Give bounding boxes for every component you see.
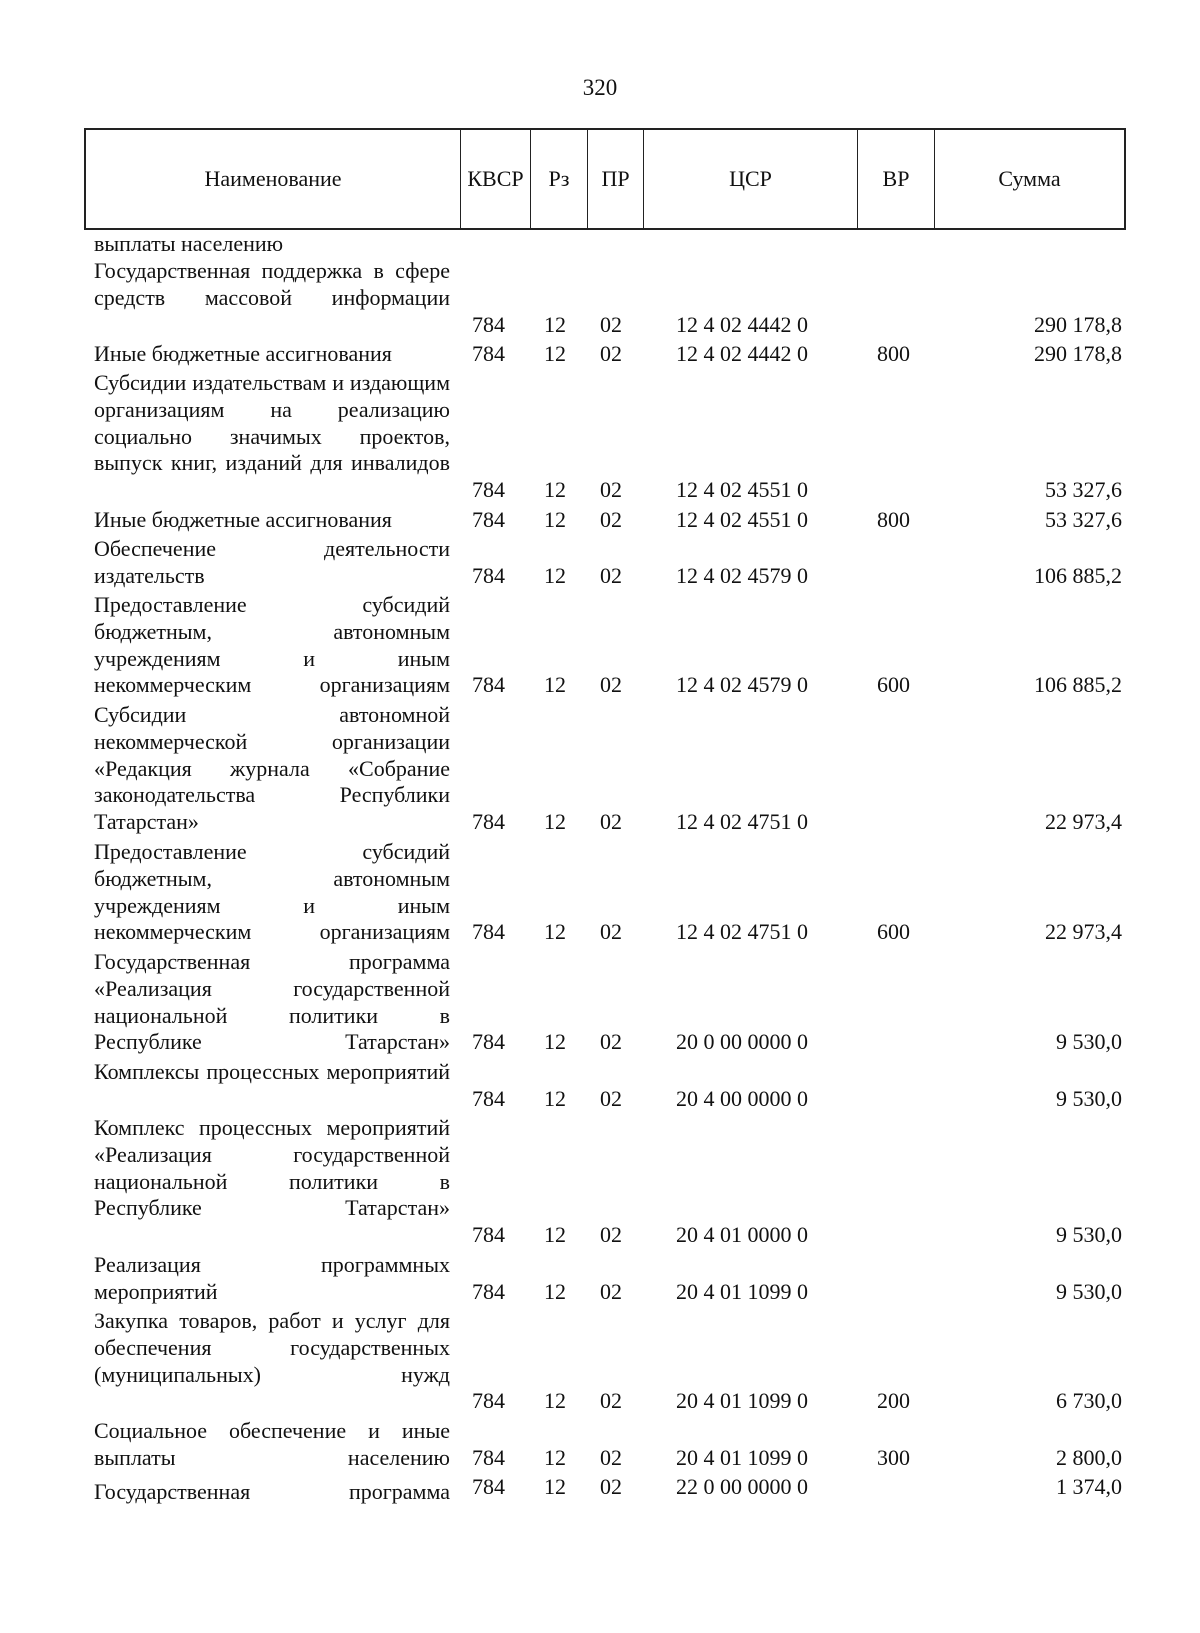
row-pr: 02: [600, 341, 622, 366]
row-name: Иные бюджетные ассигнования: [94, 341, 392, 366]
row-sum: 290 178,8: [1034, 311, 1122, 337]
row-rz: 12: [544, 809, 566, 835]
row-kvsr: 784: [472, 477, 505, 503]
row-kvsr: 784: [472, 1388, 505, 1414]
row-kvsr: 784: [472, 919, 505, 945]
row-pr: 02: [600, 311, 622, 337]
header-kvsr: КВСР: [460, 130, 530, 228]
row-sum: 106 885,2: [1034, 672, 1122, 698]
row-pr: 02: [600, 1278, 622, 1304]
row-pr: 02: [600, 672, 622, 698]
row-sum: 53 327,6: [1045, 507, 1122, 532]
row-sum: 106 885,2: [1034, 562, 1122, 588]
row-csr: 12 4 02 4579 0: [676, 672, 808, 698]
row-sum: 2 800,0: [1056, 1444, 1122, 1470]
header-vr: ВР: [857, 130, 934, 228]
row-kvsr: 784: [472, 311, 505, 337]
row-name: Предоставление субсидий бюджетным, автономным учреждениям и иным некоммерческим организациям: [94, 592, 450, 698]
row-vr: 300: [877, 1444, 910, 1470]
row-name: Закупка товаров, работ и услуг для обеспечения государственных (муниципальных) нужд: [94, 1308, 450, 1387]
row-name: Комплексы процессных мероприятий: [94, 1059, 450, 1084]
row-csr: 12 4 02 4551 0: [676, 507, 808, 532]
row-name: Обеспечение деятельности издательств: [94, 536, 450, 588]
row-pr: 02: [600, 1029, 622, 1055]
row-name: выплаты населению: [94, 231, 284, 256]
row-pr: 02: [600, 1085, 622, 1111]
row-pr: 02: [600, 507, 622, 532]
row-csr: 12 4 02 4751 0: [676, 809, 808, 835]
row-kvsr: 784: [472, 672, 505, 698]
row-name: Субсидии автономной некоммерческой организации «Редакция журнала «Собрание законодательства Республики Татарстан»: [94, 702, 450, 835]
row-csr: 20 4 01 1099 0: [676, 1388, 808, 1414]
page-number: 320: [582, 75, 618, 100]
row-rz: 12: [544, 919, 566, 945]
row-rz: 12: [544, 1085, 566, 1111]
row-pr: 02: [600, 477, 622, 503]
row-rz: 12: [544, 507, 566, 532]
row-sum: 6 730,0: [1056, 1388, 1122, 1414]
row-rz: 12: [544, 341, 566, 366]
row-pr: 02: [600, 1474, 622, 1499]
row-name: Субсидии издательствам и издающим организациям на реализацию социально значимых проектов, выпуск книг, изданий для инвалидов: [94, 370, 450, 476]
row-kvsr: 784: [472, 809, 505, 835]
row-name: Государственная программа «Реализация государственной национальной политики в Республике Татарстан»: [94, 949, 450, 1055]
row-kvsr: 784: [472, 1278, 505, 1304]
row-csr: 12 4 02 4442 0: [676, 341, 808, 366]
row-sum: 22 973,4: [1045, 809, 1122, 835]
row-sum: 53 327,6: [1045, 477, 1122, 503]
row-name: Комплекс процессных мероприятий «Реализация государственной национальной политики в Республике Татарстан»: [94, 1115, 450, 1221]
row-rz: 12: [544, 1388, 566, 1414]
row-rz: 12: [544, 311, 566, 337]
row-csr: 12 4 02 4442 0: [676, 311, 808, 337]
row-pr: 02: [600, 1444, 622, 1470]
row-vr: 600: [877, 919, 910, 945]
row-csr: 20 4 00 0000 0: [676, 1085, 808, 1111]
header-csr: ЦСР: [643, 130, 857, 228]
row-rz: 12: [544, 1029, 566, 1055]
row-csr: 22 0 00 0000 0: [676, 1474, 808, 1499]
row-sum: 9 530,0: [1056, 1085, 1122, 1111]
row-rz: 12: [544, 1222, 566, 1248]
row-csr: 20 0 00 0000 0: [676, 1029, 808, 1055]
row-name: Предоставление субсидий бюджетным, автономным учреждениям и иным некоммерческим организациям: [94, 839, 450, 945]
row-csr: 20 4 01 1099 0: [676, 1278, 808, 1304]
row-pr: 02: [600, 809, 622, 835]
row-kvsr: 784: [472, 1029, 505, 1055]
header-pr: ПР: [587, 130, 643, 228]
row-rz: 12: [544, 562, 566, 588]
row-kvsr: 784: [472, 507, 505, 532]
row-rz: 12: [544, 1444, 566, 1470]
row-kvsr: 784: [472, 341, 505, 366]
row-csr: 12 4 02 4751 0: [676, 919, 808, 945]
row-rz: 12: [544, 1474, 566, 1499]
row-pr: 02: [600, 1222, 622, 1248]
row-rz: 12: [544, 477, 566, 503]
row-sum: 9 530,0: [1056, 1222, 1122, 1248]
row-pr: 02: [600, 919, 622, 945]
row-rz: 12: [544, 672, 566, 698]
row-name: Социальное обеспечение и иные выплаты населению: [94, 1418, 450, 1470]
row-rz: 12: [544, 1278, 566, 1304]
row-name: Государственная программа: [94, 1479, 450, 1504]
row-kvsr: 784: [472, 1222, 505, 1248]
row-sum: 1 374,0: [1056, 1474, 1122, 1499]
row-name: Реализация программных мероприятий: [94, 1252, 450, 1304]
row-sum: 290 178,8: [1034, 341, 1122, 366]
row-pr: 02: [600, 1388, 622, 1414]
row-csr: 12 4 02 4551 0: [676, 477, 808, 503]
row-name: Государственная поддержка в сфере средств массовой информации: [94, 258, 450, 310]
row-kvsr: 784: [472, 562, 505, 588]
row-vr: 800: [877, 507, 910, 532]
row-vr: 600: [877, 672, 910, 698]
table-header: [84, 128, 1126, 230]
row-sum: 22 973,4: [1045, 919, 1122, 945]
row-csr: 20 4 01 0000 0: [676, 1222, 808, 1248]
row-pr: 02: [600, 562, 622, 588]
row-vr: 800: [877, 341, 910, 366]
header-rz: Рз: [530, 130, 587, 228]
row-kvsr: 784: [472, 1085, 505, 1111]
row-csr: 20 4 01 1099 0: [676, 1444, 808, 1470]
header-name: Наименование: [204, 166, 342, 191]
row-vr: 200: [877, 1388, 910, 1414]
row-name: Иные бюджетные ассигнования: [94, 507, 392, 532]
row-csr: 12 4 02 4579 0: [676, 562, 808, 588]
row-kvsr: 784: [472, 1474, 505, 1499]
row-kvsr: 784: [472, 1444, 505, 1470]
row-sum: 9 530,0: [1056, 1029, 1122, 1055]
row-sum: 9 530,0: [1056, 1278, 1122, 1304]
header-sum: Сумма: [934, 130, 1124, 228]
